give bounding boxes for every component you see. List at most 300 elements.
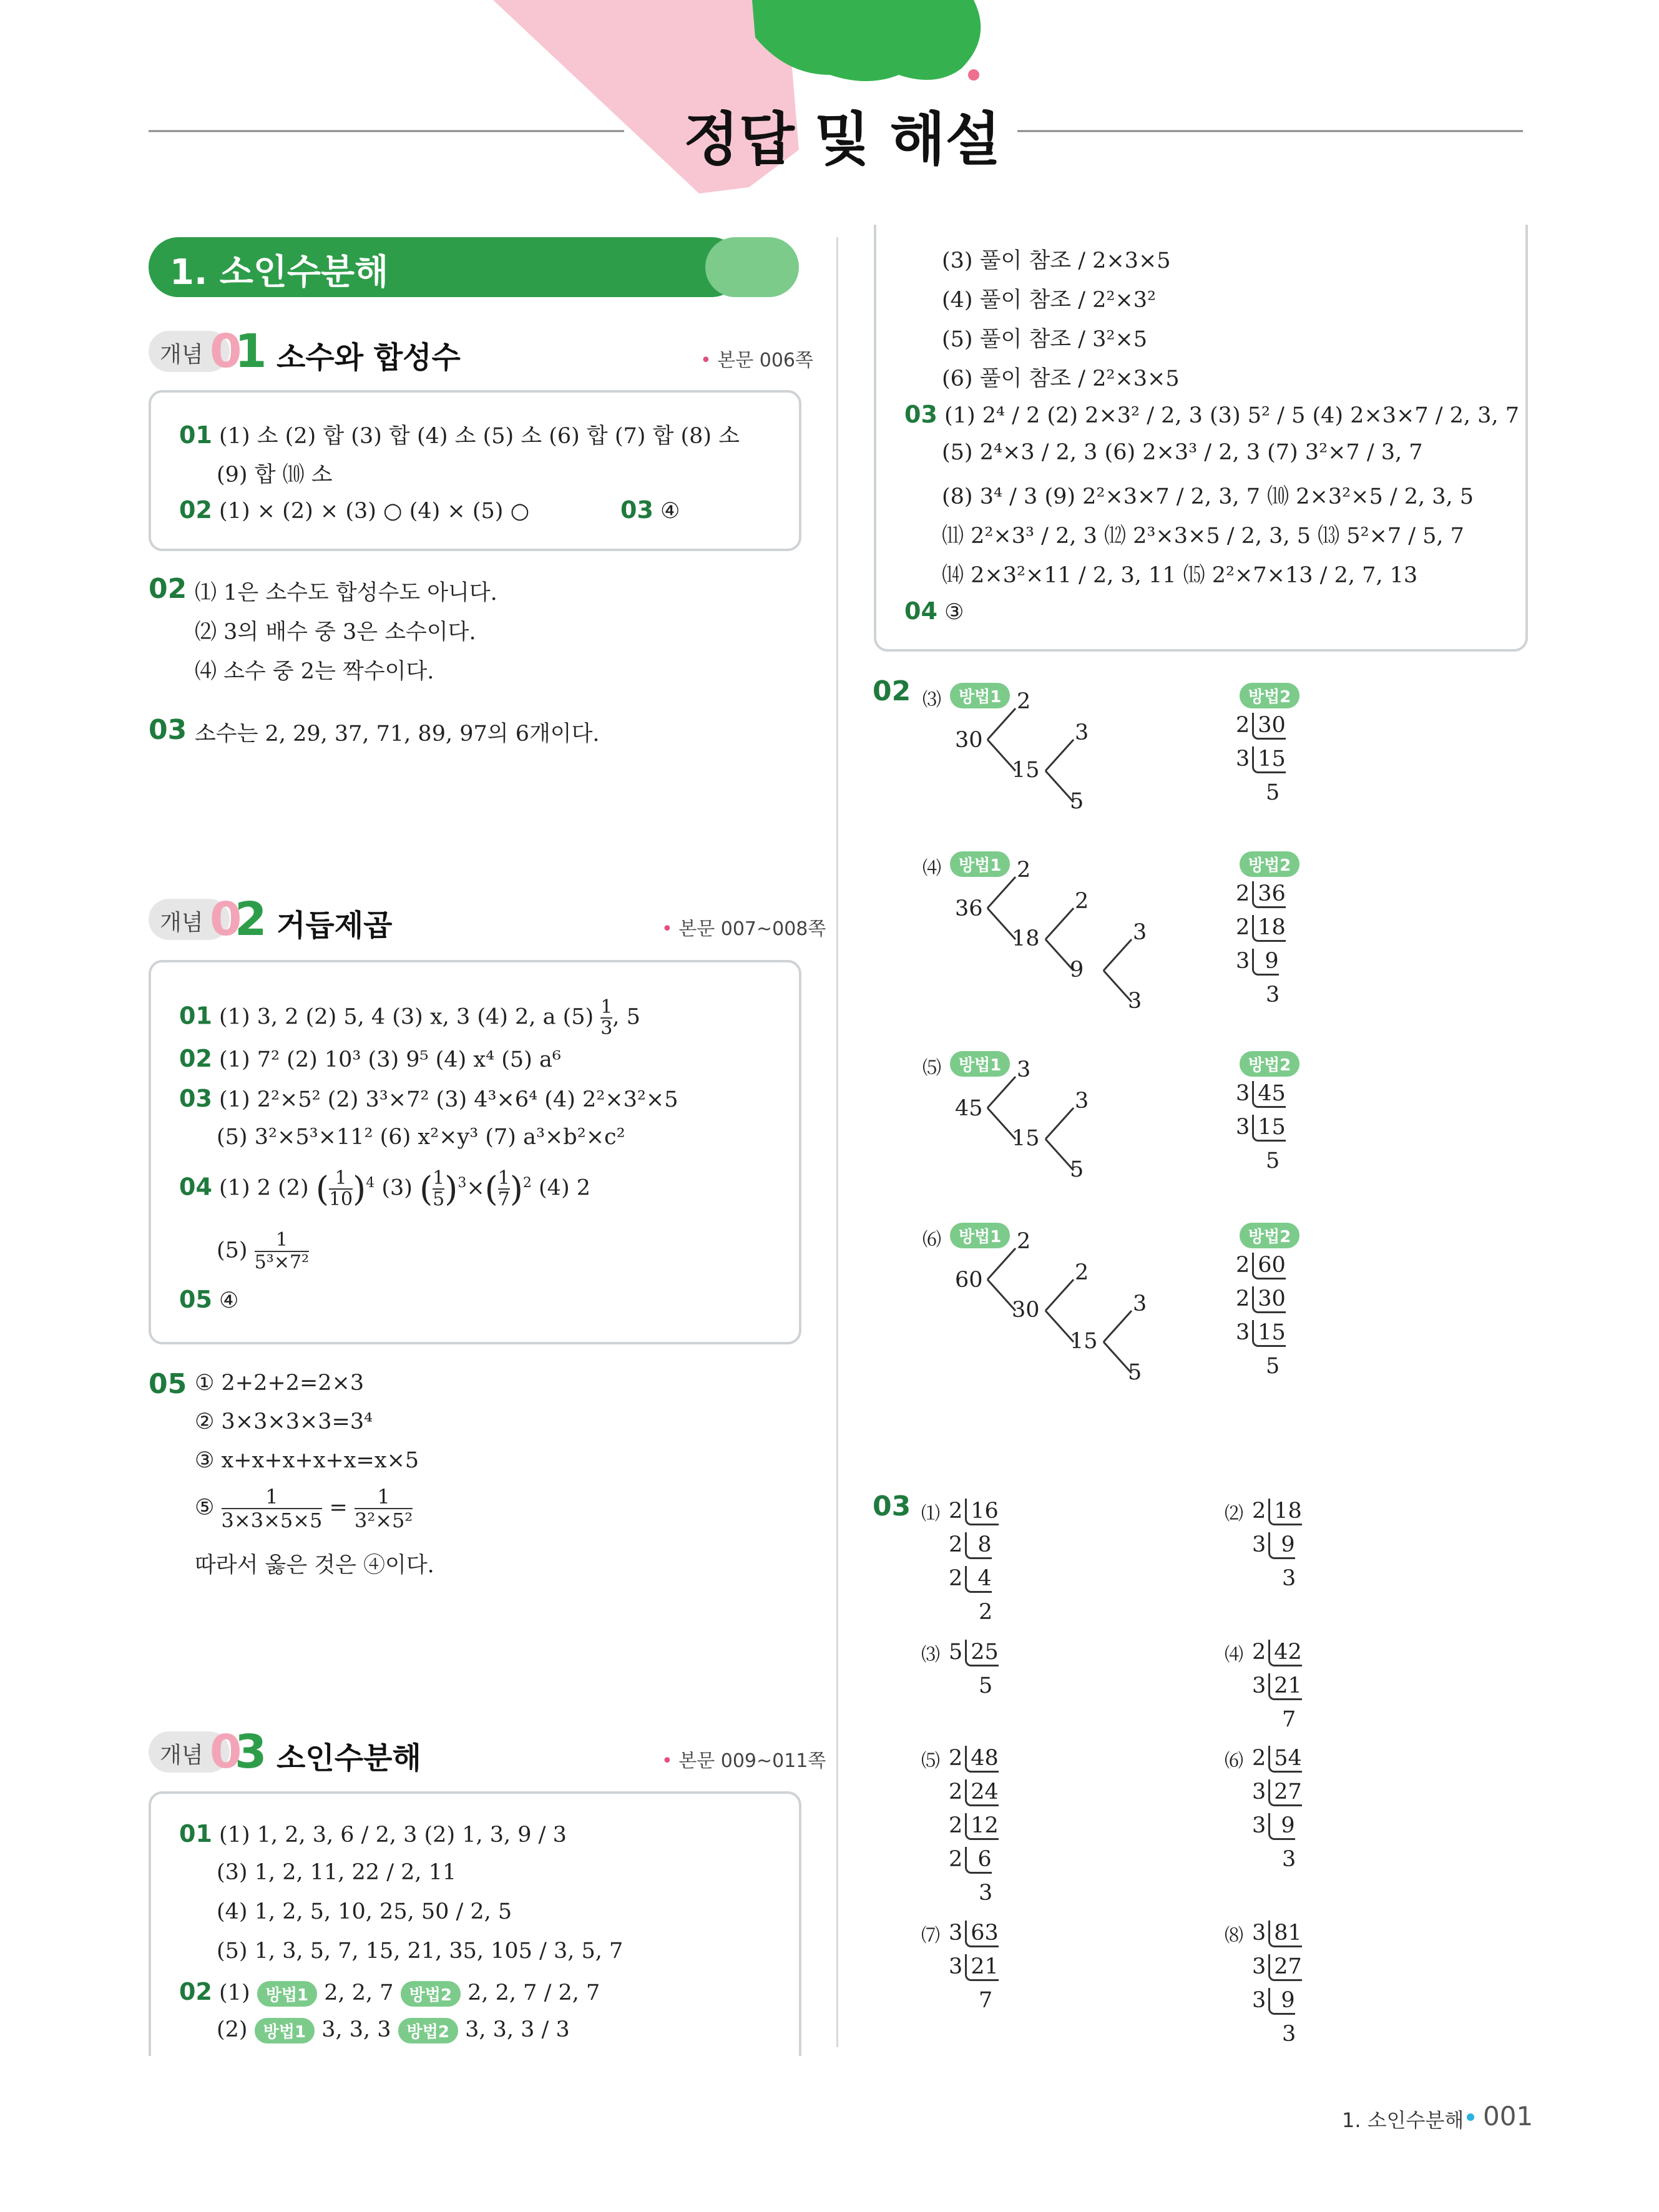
tree-branch [987,1077,1015,1108]
item-label: ⑵ [1225,1503,1243,1525]
dividend: 12 [965,1813,999,1840]
solution-text: ② 3×3×3×3=3⁴ [195,1409,373,1434]
division-row [1252,1843,1302,1876]
divisor: 2 [1236,713,1250,738]
numerator: 1 [433,1167,445,1189]
division-row [949,1669,999,1703]
tree-root: 36 [955,896,983,921]
question-number: 04 [179,1173,212,1201]
question-number: 04 [904,597,937,625]
ladder-division [949,1494,999,1629]
solution-text: ③ x+x+x+x+x=x×5 [195,1448,419,1473]
answer-box-3 [149,1791,801,2056]
page-reference: • 본문 007~008쪽 [662,913,826,941]
denominator: 5³×7² [254,1251,310,1273]
division-row [949,1775,999,1809]
exponent: 4 [366,1175,375,1191]
dividend: 9 [1268,1988,1294,2015]
answer-text: (1) 2 (2) [219,1175,309,1201]
numerator: 1 [497,1167,510,1189]
question-number: 03 [620,496,653,524]
tree-root: 30 [955,728,983,753]
answer-text: (5) 풀이 참조 / 3²×5 [942,327,1148,352]
question-number: 03 [904,401,937,428]
dividend: 27 [1268,1954,1302,1981]
tree-node: 15 [1012,1126,1040,1151]
answer-text: (1) 3, 2 (2) 5, 4 (3) x, 3 (4) 2, a (5) [219,1004,594,1030]
tree-node: 2 [1017,1229,1031,1254]
fraction [600,997,612,1039]
dividend: 45 [1252,1081,1286,1108]
division-row [949,1562,999,1595]
divisor: 2 [1252,1499,1266,1524]
solution-text: 소수는 2, 29, 37, 71, 89, 97의 6개이다. [195,722,600,746]
concept-label: 개념 [160,910,203,936]
method-badge: 방법2 [1240,851,1299,877]
division-row [949,1741,999,1775]
footer-chapter: 1. 소인수분해 [1342,2108,1464,2132]
dividend: 63 [965,1921,999,1947]
dividend: 15 [1252,1115,1286,1142]
quotient: 7 [1282,1707,1296,1732]
answer-text: ⒁ 2×3²×11 / 2, 3, 11 ⒂ 2²×7×13 / 2, 7, 13 [942,563,1418,588]
division-row [949,1916,999,1950]
quotient: 7 [979,1988,993,2013]
concept-title: 소수와 합성수 [276,340,461,375]
tree-branch [987,1248,1015,1280]
tree-node: 5 [1070,1157,1084,1182]
dividend: 60 [1252,1253,1286,1280]
division-row [949,1595,999,1629]
answer-text: , 5 [612,1004,640,1030]
divisor: 3 [1252,1988,1266,2013]
fraction [255,1230,309,1273]
answer-text: ④ [219,1288,239,1313]
section-title: 1. 소인수분해 [170,252,389,293]
answer-text: (9) 합 ⑽ 소 [217,462,333,487]
paren: ) [509,1169,523,1209]
division-row [949,1494,999,1528]
question-number: 02 [179,1978,212,2005]
concept-title: 소인수분해 [276,1741,421,1776]
paren: ( [484,1169,498,1209]
divisor: 3 [1252,1532,1266,1557]
division-row [949,1876,999,1910]
numerator: 1 [355,1485,413,1509]
quotient: 3 [1282,1566,1296,1591]
answer-text: 3, 3, 3 [321,2017,391,2042]
page-reference: • 본문 009~011쪽 [662,1745,826,1773]
quotient: 5 [1266,1148,1280,1173]
footer-dot [1467,2113,1474,2121]
divisor: 2 [949,1532,963,1557]
ladder-division [949,1916,999,2017]
ladder-division [1252,1494,1302,1595]
method-badge: 방법2 [1240,1051,1299,1077]
quotient: 5 [979,1673,993,1698]
divisor: 2 [1236,1286,1250,1311]
solution-text: ⑵ 3의 배수 중 3은 소수이다. [195,620,476,645]
divisor: 3 [949,1954,963,1979]
tree-node: 9 [1070,957,1084,982]
division-row [1252,1635,1302,1669]
divisor: 2 [949,1499,963,1524]
dividend: 21 [965,1954,999,1981]
division-row [1236,1110,1286,1144]
concept-number-digit: 1 [235,325,267,378]
fraction [222,1485,323,1532]
concept-label: 개념 [160,1743,203,1768]
answer-box-4 [874,225,1528,652]
concept-title: 거듭제곱 [276,908,393,943]
division-row [1236,911,1286,944]
division-row [949,1984,999,2017]
denominator: 10 [328,1188,353,1210]
answer-text: (5) 3²×5³×11² (6) x²×y³ (7) a³×b²×c² [217,1125,625,1150]
numerator: 1 [255,1230,309,1252]
tree-node: 30 [1012,1298,1040,1323]
division-row [1236,1248,1286,1282]
solution-text: ⑤ [195,1495,215,1520]
question-number: 02 [873,675,911,707]
divisor: 2 [1236,881,1250,906]
column-divider [836,237,838,2047]
question-number: 02 [149,573,187,605]
divisor: 2 [949,1813,963,1838]
ladder-division [1236,708,1286,810]
dividend: 30 [1252,1286,1286,1313]
paren: ) [444,1169,458,1209]
divisor: 3 [1252,1921,1266,1945]
tree-branch [987,877,1015,908]
answer-text: ③ [944,600,964,625]
denominator: 5 [433,1188,445,1210]
divisor: 2 [949,1779,963,1804]
division-row [1252,1494,1302,1528]
ladder-division [1236,1077,1286,1178]
answer-text: (1) 2⁴ / 2 (2) 2×3² / 2, 3 (3) 5² / 5 (4) 2×3×7 / 2, 3, 7 [944,403,1519,428]
solution-text: ⑷ 소수 중 2는 짝수이다. [195,659,434,684]
dividend: 25 [965,1640,999,1666]
ladder-division [949,1635,999,1703]
question-number: 02 [179,1045,212,1072]
division-row [949,1950,999,1984]
question-number: 03 [149,714,187,746]
method-badge: 방법2 [1240,683,1299,708]
division-row [1252,1916,1302,1950]
tree-root: 60 [955,1268,983,1293]
answer-text: (1) [219,1980,250,2005]
divisor: 2 [949,1566,963,1591]
answer-text: (1) 1, 2, 3, 6 / 2, 3 (2) 1, 3, 9 / 3 [219,1823,567,1847]
item-label: ⑸ [921,1750,940,1772]
division-row [1252,1703,1302,1736]
division-row [1252,1984,1302,2017]
concept-number-digit: 0 [210,893,242,946]
fraction [355,1485,413,1532]
paren: ) [353,1169,366,1209]
divisor: 2 [949,1847,963,1872]
division-row [1236,1349,1286,1383]
denominator: 3 [600,1017,613,1039]
answer-text: (5) [217,1238,248,1263]
tree-branch [987,708,1015,740]
division-row [1252,1809,1302,1843]
item-label: ⑸ [922,1057,941,1079]
tree-node: 3 [1133,920,1147,945]
denominator: 7 [497,1188,510,1210]
denominator: 3²×5² [355,1509,413,1532]
division-row [1236,776,1286,810]
tree-root: 45 [955,1096,983,1121]
question-number: 03 [873,1490,911,1522]
item-label: ⑺ [921,1925,940,1947]
dividend: 48 [965,1746,999,1773]
division-row [1236,944,1286,978]
equals-sign: = [329,1495,348,1520]
tree-node: 2 [1075,1260,1089,1285]
divisor: 3 [1252,1813,1266,1838]
item-label: ⑷ [1225,1644,1243,1666]
answer-text: (5) 2⁴×3 / 2, 3 (6) 2×3³ / 2, 3 (7) 3²×7 / 3, 7 [942,440,1423,465]
divisor: 3 [1252,1954,1266,1979]
ladder-division [1252,1916,1302,2051]
dividend: 54 [1268,1746,1302,1773]
tree-branch [1045,740,1074,771]
answer-text: (1) 소 (2) 합 (3) 합 (4) 소 (5) 소 (6) 합 (7) 합 (8) 소 [219,424,740,449]
item-label: ⑻ [1225,1925,1243,1947]
method-badge: 방법2 [1240,1223,1299,1248]
dividend: 9 [1268,1532,1294,1559]
dividend: 81 [1268,1921,1302,1947]
ladder-division [1236,1248,1286,1383]
dividend: 18 [1268,1499,1302,1525]
method-badge: 방법1 [950,683,1010,708]
division-row [1252,1950,1302,1984]
question-number: 01 [179,1002,212,1030]
footer-page-number: 001 [1483,2101,1534,2131]
dividend: 9 [1252,949,1278,976]
question-number: 02 [179,496,212,524]
answer-text: (5) 1, 3, 5, 7, 15, 21, 35, 105 / 3, 5, 7 [217,1939,624,1964]
numerator: 1 [222,1485,323,1509]
tree-node: 5 [1128,1360,1142,1385]
method-badge: 방법1 [950,1223,1010,1248]
divisor: 3 [1236,1081,1250,1106]
quotient: 3 [1266,982,1280,1007]
divisor: 3 [1236,949,1250,974]
section-title-accent [705,237,799,297]
division-row [1236,1144,1286,1178]
quotient: 3 [1282,2022,1296,2047]
division-row [1252,1528,1302,1562]
division-row [1252,1741,1302,1775]
dividend: 6 [965,1847,991,1874]
numerator: 1 [600,996,613,1018]
dividend: 15 [1252,746,1286,773]
tree-branch [1045,1280,1074,1311]
answer-text: (3) [381,1175,413,1201]
dividend: 36 [1252,881,1286,908]
dividend: 27 [1268,1779,1302,1806]
answer-text: 2, 2, 7 / 2, 7 [467,1980,600,2005]
division-row [949,1809,999,1843]
exponent: 2 [522,1175,532,1191]
dividend: 42 [1268,1640,1302,1666]
division-row [1236,1282,1286,1316]
dividend: 15 [1252,1320,1286,1347]
solution-fraction-line [195,1485,413,1532]
answer-text: (3) 풀이 참조 / 2×3×5 [942,248,1171,273]
solution-text: ① 2+2+2=2×3 [195,1371,365,1396]
ladder-division [1236,877,1286,1012]
method-badge: 방법2 [401,1981,461,2007]
quotient: 5 [1266,1354,1280,1379]
method-badge: 방법1 [257,1981,317,2007]
question-number: 01 [179,421,212,449]
dividend: 18 [1252,915,1286,942]
ladder-division [949,1741,999,1910]
fraction [329,1168,353,1210]
ladder-division [1252,1741,1302,1876]
tree-node: 2 [1017,689,1031,714]
answer-box-2 [149,960,801,1344]
item-label: ⑶ [922,689,941,711]
question-number: 03 [179,1085,212,1112]
question-number: 05 [149,1368,187,1400]
answer-text: (8) 3⁴ / 3 (9) 2²×3×7 / 2, 3, 7 ⑽ 2×3²×5 / 2, 3, 5 [942,484,1474,509]
dividend: 30 [1252,713,1286,740]
numerator: 1 [329,1168,353,1190]
quotient: 3 [1282,1847,1296,1872]
division-row [1236,877,1286,911]
division-row [949,1528,999,1562]
concept-number-digit: 2 [235,893,267,946]
tree-node: 2 [1075,889,1089,914]
solution-text: ⑴ 1은 소수도 합성수도 아니다. [195,580,497,605]
denominator: 3×3×5×5 [221,1509,323,1532]
division-row [949,1843,999,1876]
answer-text: (4) 2 [539,1175,591,1201]
divisor: 3 [1236,746,1250,771]
divisor: 2 [1236,1253,1250,1278]
divisor: 3 [949,1921,963,1945]
divisor: 3 [1252,1779,1266,1804]
answer-text: (2) [217,2017,248,2042]
tree-node: 3 [1133,1291,1147,1316]
method-badge: 방법1 [950,1051,1010,1077]
page-reference: • 본문 006쪽 [700,345,813,372]
method-badge: 방법1 [255,2018,315,2043]
item-label: ⑹ [922,1229,941,1251]
dividend: 4 [965,1566,991,1593]
division-row [949,1635,999,1669]
tree-branch [1104,1311,1132,1342]
tree-node: 15 [1012,758,1040,783]
concept-number-digit: 3 [235,1725,267,1779]
tree-node: 3 [1075,1089,1089,1113]
division-row [1236,1077,1286,1110]
dividend: 24 [965,1779,999,1806]
answer-box-1 [149,390,801,551]
dividend: 21 [1268,1673,1302,1700]
dividend: 9 [1268,1813,1294,1840]
divisor: 2 [949,1746,963,1771]
solution-text: 따라서 옳은 것은 ④이다. [195,1553,434,1578]
quotient: 5 [1266,780,1280,805]
answer-text: (4) 1, 2, 5, 10, 25, 50 / 2, 5 [217,1899,512,1924]
division-row [1236,708,1286,742]
question-number: 01 [179,1820,212,1847]
tree-branch [1045,908,1074,939]
divisor: 2 [1236,915,1250,940]
answer-text: (1) 7² (2) 10³ (3) 9⁵ (4) x⁴ (5) a⁶ [219,1047,561,1072]
item-label: ⑶ [921,1644,940,1666]
division-row [1252,2017,1302,2051]
item-label: ⑴ [921,1503,940,1525]
question-number: 05 [179,1286,212,1313]
divisor: 5 [949,1640,963,1665]
concept-number-digit: 0 [210,1725,242,1779]
fraction [433,1168,444,1210]
division-row [1236,978,1286,1012]
tree-branch [1104,939,1132,971]
tree-node: 3 [1075,720,1089,745]
answer-text: 2, 2, 7 [324,1980,394,2005]
answer-text: ⑾ 2²×3³ / 2, 3 ⑿ 2³×3×5 / 2, 3, 5 ⒀ 5²×7 / 5, 7 [942,524,1464,549]
page-title: 정답 및 해설 [683,106,1001,173]
answer-text: ④ [660,499,680,524]
item-label: ⑹ [1225,1750,1243,1772]
ladder-division [1252,1635,1302,1736]
answer-text: (1) × (2) × (3) ○ (4) × (5) ○ [219,499,530,524]
divisor: 2 [1252,1746,1266,1771]
answer-text: 3, 3, 3 / 3 [465,2017,570,2042]
divisor: 3 [1252,1673,1266,1698]
divisor: 3 [1236,1320,1250,1345]
item-label: ⑷ [922,858,941,879]
division-row [1236,742,1286,776]
concept-number-digit: 0 [210,325,242,378]
tree-node: 5 [1070,789,1084,814]
paren: ( [315,1169,329,1209]
tree-node: 18 [1012,926,1040,951]
tree-node: 3 [1017,1057,1031,1082]
concept-label: 개념 [160,342,203,368]
divisor: 3 [1236,1115,1250,1140]
answer-text: (1) 2²×5² (2) 3³×7² (3) 4³×6⁴ (4) 2²×3²×5 [219,1087,678,1112]
exponent: 3 [458,1175,467,1191]
tree-node: 3 [1128,989,1142,1014]
quotient: 2 [979,1600,993,1625]
method-badge: 방법1 [950,851,1010,877]
division-row [1236,1316,1286,1349]
answer-text: (3) 1, 2, 11, 22 / 2, 11 [217,1860,457,1885]
fraction [498,1168,510,1210]
division-row [1252,1562,1302,1595]
division-row [1252,1775,1302,1809]
times-sign: × [466,1175,485,1201]
paren: ( [419,1169,433,1209]
method-badge: 방법2 [398,2018,458,2043]
dividend: 16 [965,1499,999,1525]
answer-text: (4) 풀이 참조 / 2²×3² [942,288,1157,313]
tree-branch [1045,1108,1074,1139]
dividend: 8 [965,1532,991,1559]
division-row [1252,1669,1302,1703]
answer-text: (6) 풀이 참조 / 2²×3×5 [942,366,1180,391]
quotient: 3 [979,1881,993,1906]
